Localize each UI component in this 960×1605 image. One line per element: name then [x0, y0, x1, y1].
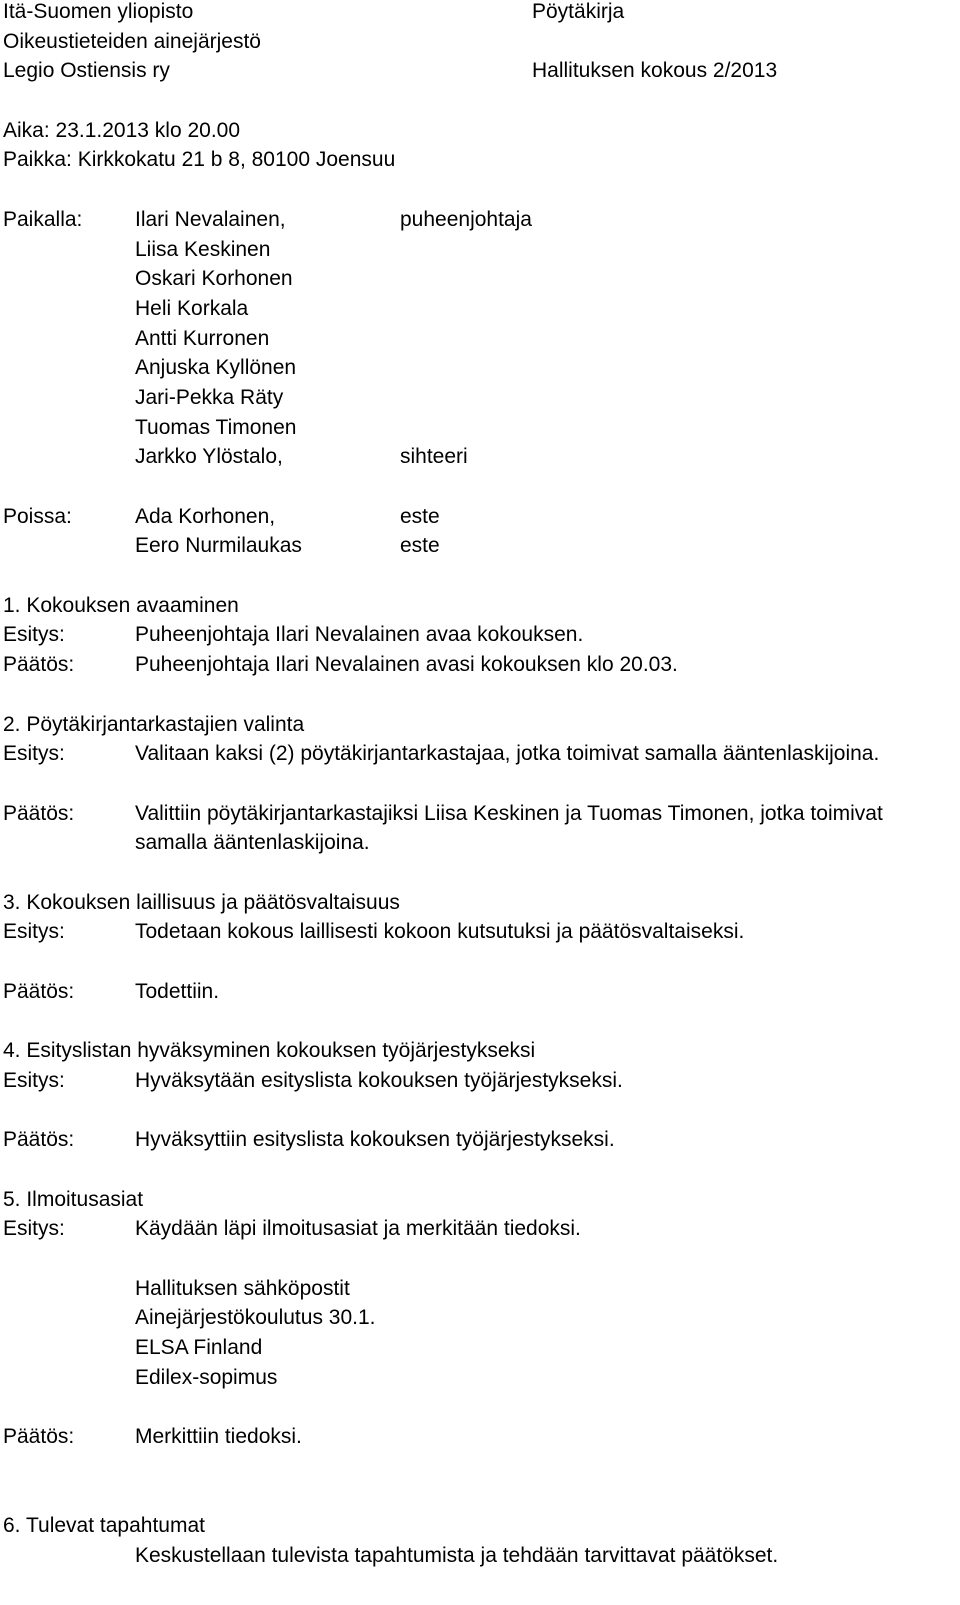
- minutes-document: [3, 0, 948, 1570]
- absent-name: Eero Nurmilaukas: [135, 534, 302, 558]
- item-title: 3. Kokouksen laillisuus ja päätösvaltaisuus: [3, 890, 400, 914]
- announcement-item: Ainejärjestökoulutus 30.1.: [135, 1306, 376, 1330]
- present-name: Oskari Korhonen: [135, 267, 293, 291]
- item-decision-line-2: samalla ääntenlaskijoina.: [135, 831, 370, 855]
- item-proposal: Todetaan kokous laillisesti kokoon kutsutuksi ja päätösvaltaiseksi.: [135, 920, 745, 944]
- present-row: [3, 413, 948, 443]
- present-role: puheenjohtaja: [400, 207, 532, 231]
- present-name: Heli Korkala: [135, 296, 249, 320]
- item-title: 1. Kokouksen avaaminen: [3, 593, 239, 617]
- paatos-label: Päätös:: [3, 979, 75, 1003]
- present-row: [3, 264, 948, 294]
- header-row-3: [3, 56, 948, 86]
- item-title: 5. Ilmoitusasiat: [3, 1187, 144, 1211]
- meeting-place: Paikka: Kirkkokatu 21 b 8, 80100 Joensuu: [3, 148, 396, 172]
- department-name: Oikeustieteiden ainejärjestö: [3, 29, 261, 53]
- absent-reason: este: [400, 534, 440, 558]
- paatos-label: Päätös:: [3, 1128, 75, 1152]
- absent-row: [3, 531, 948, 561]
- present-role: sihteeri: [400, 445, 468, 469]
- present-section: [3, 205, 948, 472]
- header-row-2: [3, 27, 948, 57]
- esitys-label: Esitys:: [3, 1217, 65, 1241]
- agenda-item-6: [3, 1511, 948, 1570]
- agenda-item-5: [3, 1185, 948, 1452]
- agenda-item-4: [3, 1036, 948, 1155]
- present-row: [3, 324, 948, 354]
- paatos-label: Päätös:: [3, 801, 75, 825]
- document-type: Pöytäkirja: [532, 0, 625, 23]
- esitys-label: Esitys:: [3, 623, 65, 647]
- present-name: Ilari Nevalainen,: [135, 207, 286, 231]
- university-name: Itä-Suomen yliopisto: [3, 0, 194, 23]
- item-decision: Hyväksyttiin esityslista kokouksen työjärjestykseksi.: [135, 1128, 615, 1152]
- present-row: [3, 205, 948, 235]
- absent-row: [3, 502, 948, 532]
- paatos-label: Päätös:: [3, 1425, 75, 1448]
- item-proposal: Käydään läpi ilmoitusasiat ja merkitään tiedoksi.: [135, 1217, 581, 1241]
- present-label: Paikalla:: [3, 207, 83, 231]
- esitys-label: Esitys:: [3, 742, 65, 766]
- item-decision: Puheenjohtaja Ilari Nevalainen avasi kokouksen klo 20.03.: [135, 653, 678, 677]
- item-proposal: Valitaan kaksi (2) pöytäkirjantarkastajaa, jotka toimivat samalla ääntenlaskijoina.: [135, 742, 880, 766]
- meeting-time: Aika: 23.1.2013 klo 20.00: [3, 118, 241, 142]
- present-row: [3, 294, 948, 324]
- esitys-label: Esitys:: [3, 920, 65, 944]
- absent-label: Poissa:: [3, 504, 72, 528]
- present-row: [3, 353, 948, 383]
- meeting-name: Hallituksen kokous 2/2013: [532, 59, 778, 83]
- item-decision: Todettiin.: [135, 979, 220, 1003]
- present-row: [3, 235, 948, 265]
- present-name: Tuomas Timonen: [135, 415, 297, 439]
- agenda-item-1: [3, 591, 948, 680]
- item-proposal: Puheenjohtaja Ilari Nevalainen avaa kokouksen.: [135, 623, 584, 647]
- item-proposal: Keskustellaan tulevista tapahtumista ja tehdään tarvittavat päätökset.: [135, 1543, 779, 1567]
- agenda-item-3: [3, 888, 948, 1007]
- item-title: 6. Tulevat tapahtumat: [3, 1514, 205, 1538]
- announcement-item: Edilex-sopimus: [135, 1365, 278, 1389]
- organization-name: Legio Ostiensis ry: [3, 59, 170, 83]
- announcement-item: ELSA Finland: [135, 1335, 263, 1359]
- paatos-label: Päätös:: [3, 653, 75, 677]
- present-name: Liisa Keskinen: [135, 237, 271, 261]
- present-name: Jarkko Ylöstalo,: [135, 445, 283, 469]
- present-row: [3, 383, 948, 413]
- esitys-label: Esitys:: [3, 1068, 65, 1092]
- absent-name: Ada Korhonen,: [135, 504, 276, 528]
- item-decision-line-1: Valittiin pöytäkirjantarkastajiksi Liisa Keskinen ja Tuomas Timonen, jotka toimivat: [135, 801, 883, 825]
- absent-reason: este: [400, 504, 440, 528]
- present-name: Antti Kurronen: [135, 326, 270, 350]
- present-name: Anjuska Kyllönen: [135, 356, 297, 380]
- agenda-item-2: [3, 710, 948, 858]
- item-title: 2. Pöytäkirjantarkastajien valinta: [3, 712, 305, 736]
- item-proposal: Hyväksytään esityslista kokouksen työjärjestykseksi.: [135, 1068, 623, 1092]
- absent-section: [3, 502, 948, 561]
- announcement-item: Hallituksen sähköpostit: [135, 1276, 350, 1300]
- item-decision: Merkittiin tiedoksi.: [135, 1425, 302, 1448]
- item-title: 4. Esityslistan hyväksyminen kokouksen työjärjestykseksi: [3, 1039, 536, 1063]
- present-name: Jari-Pekka Räty: [135, 385, 284, 409]
- present-row: [3, 442, 948, 472]
- header-row-1: [3, 0, 948, 27]
